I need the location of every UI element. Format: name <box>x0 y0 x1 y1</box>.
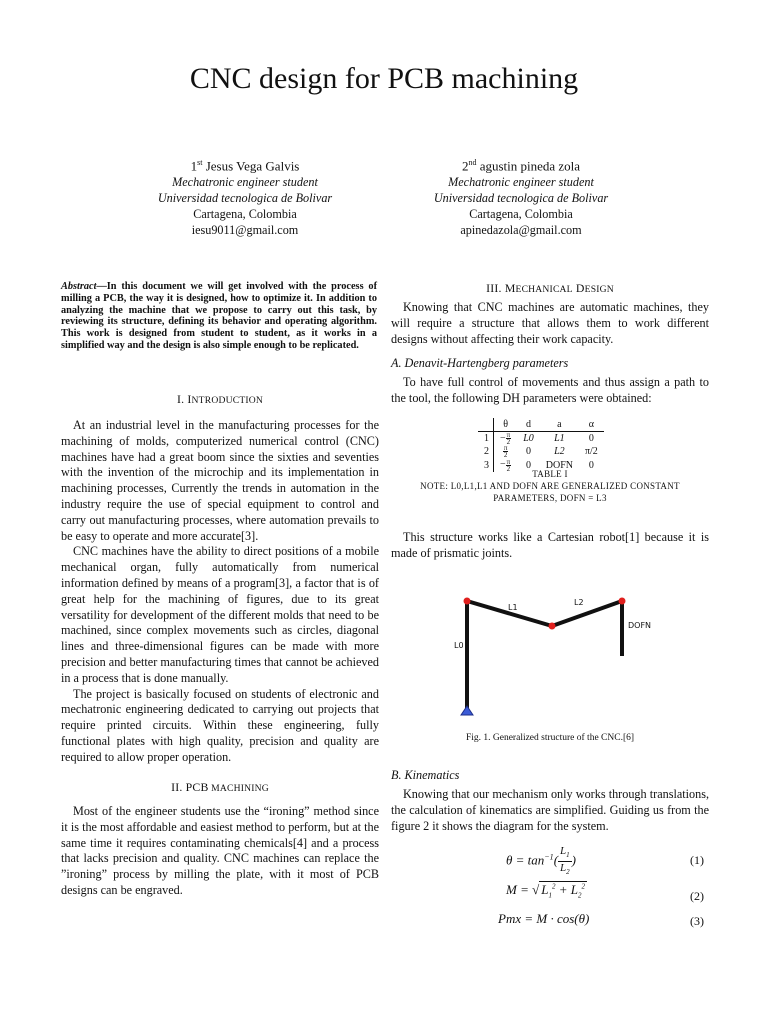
author-org: Universidad tecnologica de Bolivar <box>433 191 609 206</box>
table-row: 2 $\frac{\pi}{2}$ 0 L2 π/2 <box>478 445 604 458</box>
author-email: iesu9011@gmail.com <box>191 223 299 238</box>
label-l2: L2 <box>574 598 584 607</box>
table-header: α <box>579 418 604 432</box>
paragraph: At an industrial level in the manufacturing processes for the machining of molds, computerized numerical control (CNC) machines have had a great boom since the sixties and seventies with the invention of the microchip and its implementation in machining processes, Currently the trends in automation in the industry require the use of special equipment to control and carry out manufacturing processes, where automation prevails to be easy to operate and more accurate[3]. <box>61 418 379 543</box>
kinematics-paragraph: Knowing that our mechanism only works through translations, the calculation of kinematics are simplified. Guiding us from the figure 2 it shows the diagram for the system. <box>391 787 709 833</box>
section-heading-pcb-machining: II. PCB MACHINING <box>171 780 269 794</box>
table-note: NOTE: L0,L1,L1 AND DOFN ARE GENERALIZED CONSTANT PARAMETERS, DOFN = L3 <box>420 481 680 503</box>
table-caption: TABLE I NOTE: L0,L1,L1 AND DOFN ARE GENERALIZED CONSTANT PARAMETERS, DOFN = L3 <box>391 468 709 504</box>
mechanical-design-body <box>391 300 709 347</box>
paragraph: Knowing that CNC machines are automatic machines, they will require a structure that allows them to work different designs without affecting their work capacity. <box>391 300 709 346</box>
table-row: 1 − $\frac{\pi}{2}$ L0 L1 0 <box>478 432 604 446</box>
label-l0: L0 <box>454 641 464 650</box>
author-email: apinedazola@gmail.com <box>460 223 582 238</box>
author-city: Cartagena, Colombia <box>469 207 573 222</box>
paper-title: CNC design for PCB machining <box>189 62 579 95</box>
equation-number: (1) <box>690 853 704 867</box>
author-org: Universidad tecnologica de Bolivar <box>157 191 333 206</box>
introduction-body <box>61 418 379 766</box>
label-dofn: DOFN <box>628 621 652 630</box>
figure-caption: Fig. 1. Generalized structure of the CNC.[6] <box>465 733 635 743</box>
equation-3: Pmx = M · cos(θ) <box>498 911 590 926</box>
equation-number: (3) <box>690 914 704 928</box>
paragraph: Most of the engineer students use the “ironing” method since it is the most affordable and easiest method to perform, but at the same time it requires contaminating chemicals[4] and a process that lacks precision and quality. CNC machines can replace the ”ironing” process by milling the plate, with it most of PCB designs can be engraved. <box>61 804 379 897</box>
author-role: Mechatronic engineer student <box>172 175 318 190</box>
author-name: 2nd agustin pineda zola <box>461 158 581 174</box>
section-heading-introduction: I. INTRODUCTION <box>176 392 264 406</box>
paragraph: CNC machines have the ability to direct positions of a mobile mechanical organ, fully automatically from numerical information defined by means of a program[3], a factor that is of great help for the machining of figures, due to its great versatility for development of the different molds that need to be machined, since complex movements such as circles, diagonal lines and three-dimensional figures can be made with more precision and better manufacturing times that cannot be achieved in a process that is done manually. <box>61 544 379 685</box>
pcb-machining-body <box>61 804 379 899</box>
section-heading-mechanical-design: III. MECHANICAL DESIGN <box>486 281 614 295</box>
abstract: Abstract—In this document we will get involved with the process of milling a PCB, the way it is designed, how to optimize it. In addition to analyzing the machine that we propose to carry out this task, by reviewing its structure, defining its behavior and operating algorithm. This work is designed from student to student, as it works in a simplified way and the design is also simple enough to be replicated. <box>61 281 377 351</box>
equation-1: $\theta = \tan^{-1}$( $\frac{L_1}{L_2}$ ) <box>506 845 576 877</box>
joint-1 <box>464 598 471 605</box>
dh-parameter-table <box>478 418 604 472</box>
table-row: 3 − $\frac{\pi}{2}$ 0 DOFN 0 <box>478 458 604 471</box>
author-block-2 <box>371 155 671 238</box>
table-header: d <box>517 418 540 432</box>
author-role: Mechatronic engineer student <box>448 175 594 190</box>
table-header: θ <box>494 418 518 432</box>
link-l2 <box>552 601 622 626</box>
paragraph: The project is basically focused on students of electronic and mechatronic engineering dedicated to carrying out projects that require printed circuits. Within these engineering, fully functional plates with high quality, precision and quality are required to allow proper operation. <box>61 686 379 764</box>
label-l1: L1 <box>508 603 518 612</box>
author-block-1 <box>95 155 395 238</box>
joint-3 <box>619 598 626 605</box>
author-city: Cartagena, Colombia <box>193 207 297 222</box>
table-header: a <box>540 418 579 432</box>
equation-number: (2) <box>690 889 704 903</box>
base-triangle <box>461 706 473 715</box>
equation-2: M = √ $L_1^2 + L_2^2$ <box>506 882 585 900</box>
joint-2 <box>549 623 556 630</box>
dh-intro-paragraph: To have full control of movements and thus assign a path to the tool, the following DH parameters were obtained: <box>391 375 709 405</box>
author-name: 1st Jesus Vega Galvis <box>190 158 300 174</box>
structure-paragraph: This structure works like a Cartesian robot[1] because it is made of prismatic joints. <box>391 530 709 560</box>
subsection-kinematics: B. Kinematics <box>391 768 460 782</box>
subsection-dh-parameters: A. Denavit-Hartengberg parameters <box>391 356 569 370</box>
cnc-structure-figure <box>440 572 680 722</box>
